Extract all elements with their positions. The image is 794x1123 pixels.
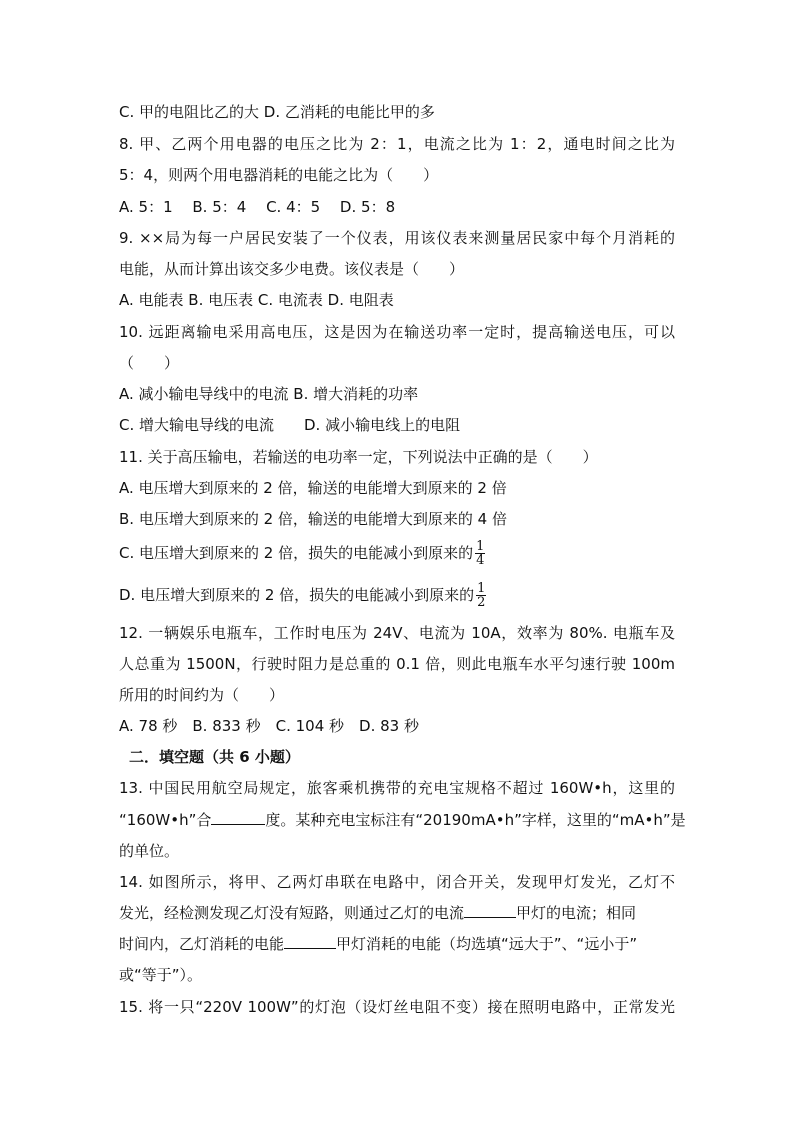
question-15-text: 15. 将一只“220V 100W”的灯泡（设灯丝电阻不变）接在照明电路中，正常发光	[119, 998, 675, 1016]
question-13-part-1: “160W•h”合	[119, 811, 212, 829]
question-8-options: A. 5：1 B. 5：4 C. 4：5 D. 5：8	[119, 198, 396, 216]
question-12-text-end: 所用的时间约为（ ）	[119, 686, 285, 704]
question-12-text-cont: 人总重为 1500N，行驶时阻力是总重的 0.1 倍，则此电瓶车水平匀速行驶 100m	[119, 655, 675, 673]
question-11-text: 11. 关于高压输电，若输送的电功率一定，下列说法中正确的是（ ）	[119, 448, 598, 466]
question-14-text: 14. 如图所示，将甲、乙两灯串联在电路中，闭合开关，发现甲灯发光，乙灯不	[119, 873, 675, 891]
question-12-text: 12. 一辆娱乐电瓶车，工作时电压为 24V、电流为 10A，效率为 80%. 电瓶车及	[119, 624, 675, 642]
question-14-part-2: 甲灯的电流；相同	[516, 904, 637, 922]
question-14-part-4: 甲灯消耗的电能（均选填“远大于”、“远小于”	[336, 935, 638, 953]
question-14-text-cont-2	[119, 934, 637, 954]
question-14-text-end: 或“等于”）。	[119, 966, 203, 984]
question-11-option-c	[119, 538, 485, 568]
question-13-part-2: 度。某种充电宝标注有“20190mA•h”字样，这里的“mA•h”是	[265, 811, 686, 829]
question-13-text-cont	[119, 810, 686, 830]
question-9-text-cont: 电能，从而计算出该交多少电费。该仪表是（ ）	[119, 260, 465, 278]
question-10-options-cd: C. 增大输电导线的电流 D. 减小输电线上的电阻	[119, 416, 461, 434]
question-11-option-d	[119, 580, 486, 610]
question-10-options-ab: A. 减小输电导线中的电流 B. 增大消耗的功率	[119, 385, 419, 403]
question-11-option-d-text: D. 电压增大到原来的 2 倍，损失的电能减小到原来的	[119, 586, 475, 604]
question-11-option-b: B. 电压增大到原来的 2 倍，输送的电能增大到原来的 4 倍	[119, 510, 507, 528]
question-13-text: 13. 中国民用航空局规定，旅客乘机携带的充电宝规格不超过 160W•h，这里的	[119, 779, 675, 797]
question-9-options: A. 电能表 B. 电压表 C. 电流表 D. 电阻表	[119, 291, 394, 309]
question-11-option-a: A. 电压增大到原来的 2 倍，输送的电能增大到原来的 2 倍	[119, 479, 507, 497]
question-14-part-1: 发光，经检测发现乙灯没有短路，则通过乙灯的电流	[119, 904, 465, 922]
question-12-options: A. 78 秒 B. 833 秒 C. 104 秒 D. 83 秒	[119, 717, 419, 735]
answer-blank[interactable]	[284, 934, 336, 949]
option-line-7cd: C. 甲的电阻比乙的大 D. 乙消耗的电能比甲的多	[119, 103, 435, 121]
question-14-text-cont	[119, 903, 636, 923]
question-10-text: 10. 远距离输电采用高电压，这是因为在输送功率一定时，提高输送电压，可以	[119, 323, 675, 341]
question-14-part-3: 时间内，乙灯消耗的电能	[119, 935, 285, 953]
fraction-one-quarter	[475, 540, 485, 567]
fraction-denominator: 2	[477, 595, 486, 610]
fraction-one-half	[476, 582, 486, 609]
question-8-text: 8. 甲、乙两个用电器的电压之比为 2：1，电流之比为 1：2，通电时间之比为	[119, 135, 675, 153]
fraction-numerator: 1	[476, 539, 485, 554]
fraction-denominator: 4	[476, 553, 485, 568]
fraction-numerator: 1	[477, 581, 486, 596]
question-13-text-end: 的单位。	[119, 842, 180, 860]
question-9-text: 9. ××局为每一户居民安装了一个仪表，用该仪表来测量居民家中每个月消耗的	[119, 229, 675, 247]
question-11-option-c-text: C. 电压增大到原来的 2 倍，损失的电能减小到原来的	[119, 544, 474, 562]
answer-blank[interactable]	[211, 810, 265, 825]
section-heading-fill-in: 二．填空题（共 6 小题）	[129, 748, 300, 766]
question-8-text-cont: 5：4，则两个用电器消耗的电能之比为（ ）	[119, 166, 439, 184]
answer-blank[interactable]	[464, 903, 516, 918]
question-10-text-cont: （ ）	[119, 354, 180, 372]
